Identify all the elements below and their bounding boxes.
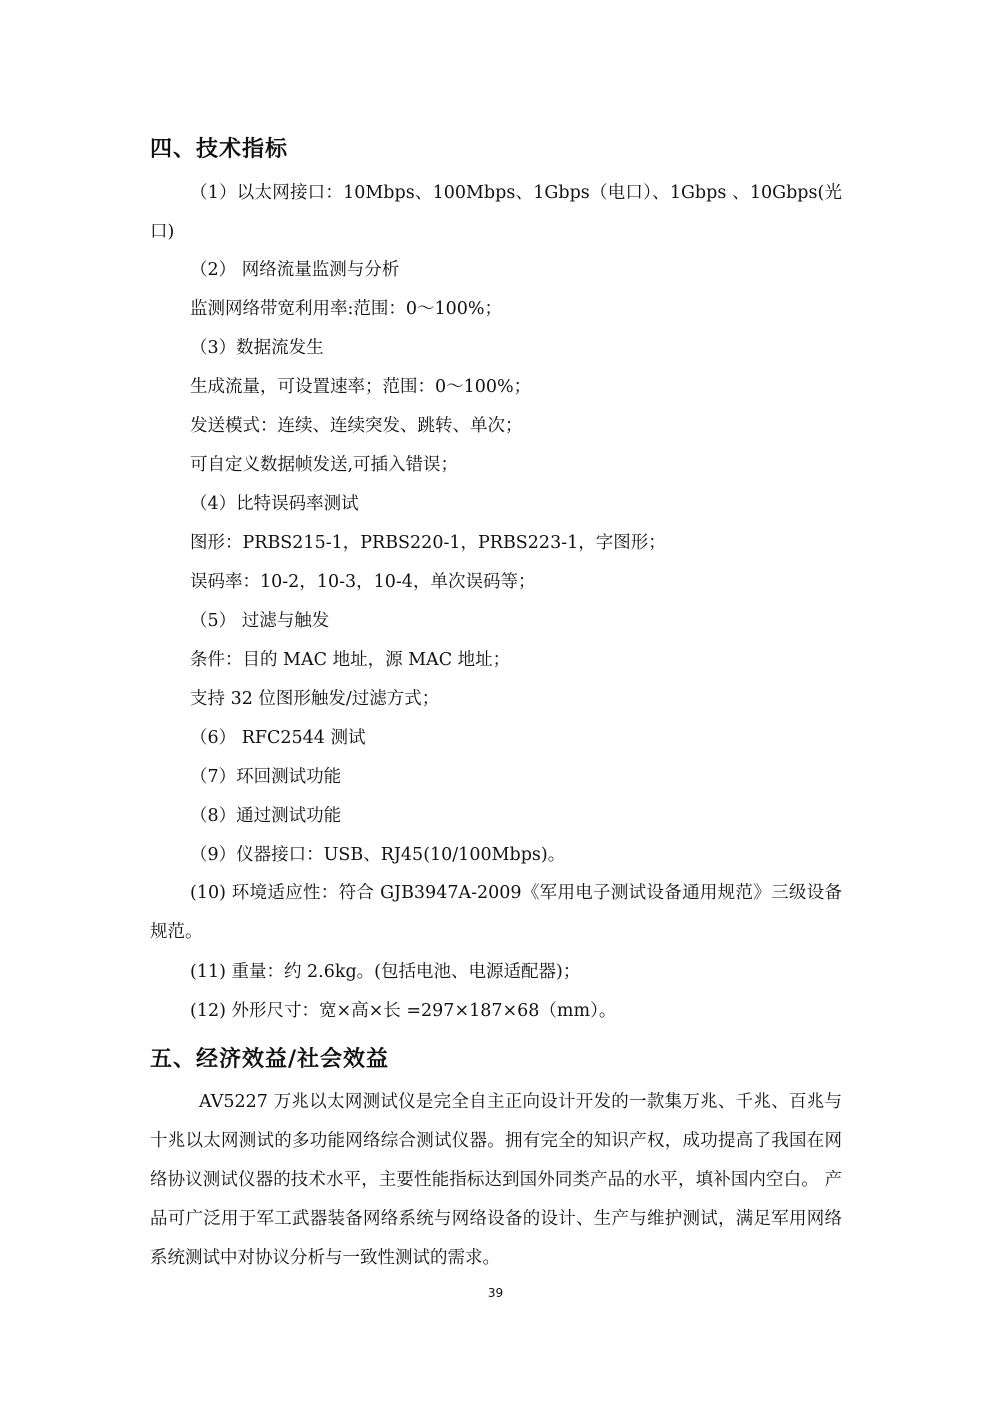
spec-item-8: （8）通过测试功能 bbox=[190, 806, 342, 826]
spec-item-6: （6） RFC2544 测试 bbox=[190, 728, 366, 748]
spec-item-1: （1）以太网接口：10Mbps、100Mbps、1Gbps（电口）、1Gbps 、10Gbps(光口) bbox=[150, 183, 842, 242]
spec-item-10: (10) 环境适应性：符合 GJB3947A-2009《军用电子测试设备通用规范》三级设备规范。 bbox=[150, 883, 842, 942]
spec-item-3-detail-a: 生成流量，可设置速率；范围：0～100%； bbox=[190, 377, 532, 397]
spec-item-4-detail-a: 图形：PRBS215-1，PRBS220-1，PRBS223-1，字图形； bbox=[190, 533, 666, 553]
section-5-heading: 五、经济效益/社会效益 bbox=[150, 1047, 390, 1072]
spec-item-3-detail-b: 发送模式：连续、连续突发、跳转、单次； bbox=[190, 416, 523, 436]
spec-item-9: （9）仪器接口：USB、RJ45(10/100Mbps)。 bbox=[190, 845, 566, 865]
spec-item-12: (12) 外形尺寸：宽×高×长 =297×187×68（mm）。 bbox=[190, 1001, 617, 1021]
spec-item-5: （5） 过滤与触发 bbox=[190, 611, 330, 631]
page-number: 39 bbox=[487, 1286, 504, 1300]
spec-item-4-detail-b: 误码率：10-2，10-3，10-4，单次误码等； bbox=[190, 572, 536, 592]
section-4-heading: 四、技术指标 bbox=[150, 137, 289, 162]
spec-item-5-detail-b: 支持 32 位图形触发/过滤方式； bbox=[190, 689, 440, 709]
spec-item-3: （3）数据流发生 bbox=[190, 338, 324, 358]
spec-item-2: （2） 网络流量监测与分析 bbox=[190, 260, 400, 280]
section-5-paragraph: AV5227 万兆以太网测试仪是完全自主正向设计开发的一款集万兆、千兆、百兆与十兆以太网测试的多功能网络综合测试仪器。拥有完全的知识产权，成功提高了我国在网络协议测试仪器的技术水平，主要性能指标达到国外同类产品的水平，填补国内空白。 产品可广泛用于军工武器装备网络系统与网络设备的设计、生产与维护测试，满足军用网络系统测试中对协议分析与一致性测试的需求。 bbox=[150, 1092, 842, 1268]
spec-item-5-detail-a: 条件：目的 MAC 地址，源 MAC 地址； bbox=[190, 650, 511, 670]
spec-item-2-detail: 监测网络带宽利用率:范围：0～100%； bbox=[190, 299, 503, 319]
spec-item-4: （4）比特误码率测试 bbox=[190, 494, 359, 514]
spec-item-3-detail-c: 可自定义数据帧发送,可插入错误； bbox=[190, 455, 459, 475]
spec-item-11: (11) 重量：约 2.6kg。(包括电池、电源适配器)； bbox=[190, 962, 581, 982]
spec-item-7: （7）环回测试功能 bbox=[190, 767, 342, 787]
